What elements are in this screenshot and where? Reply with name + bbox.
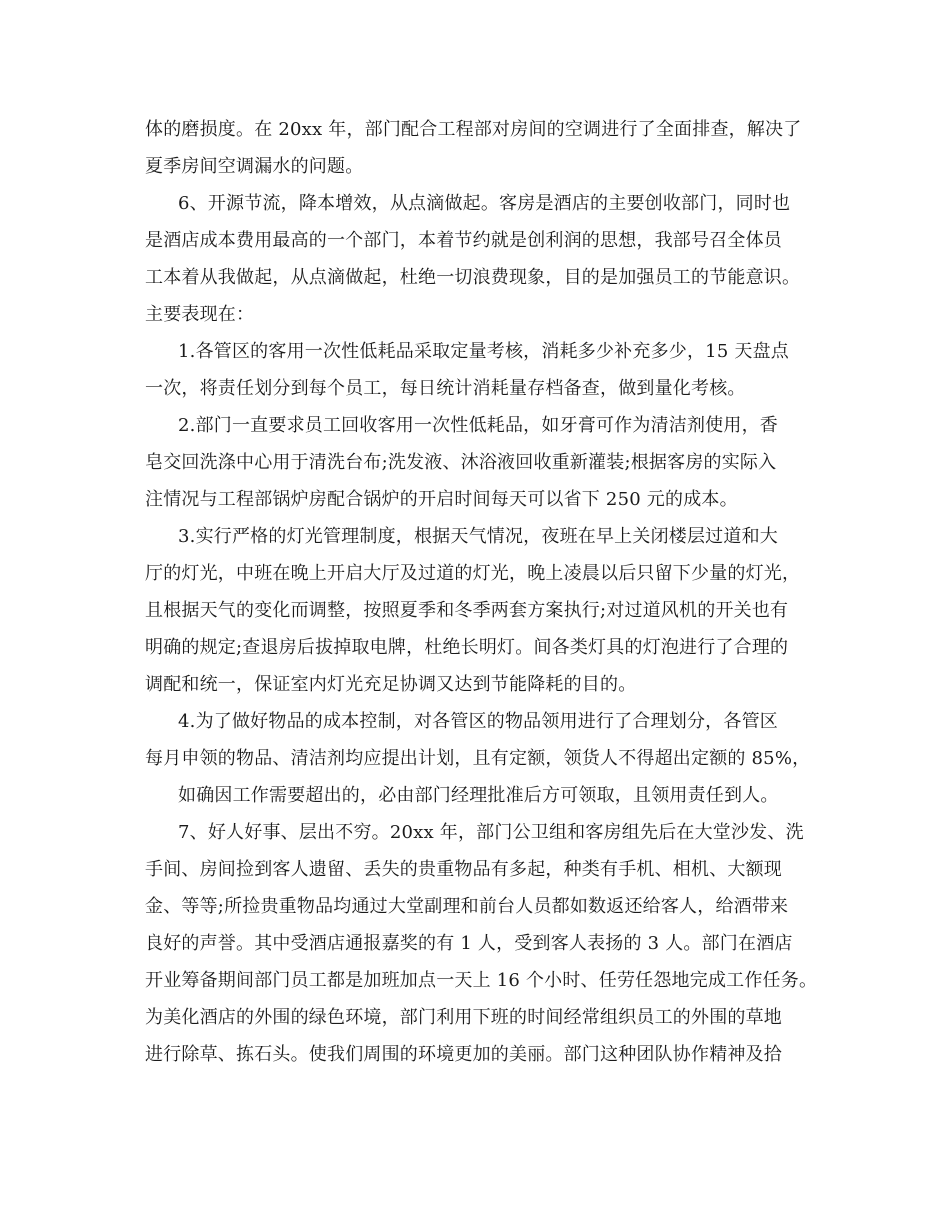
- text-line: 注情况与工程部锅炉房配合锅炉的开启时间每天可以省下 250 元的成本。: [145, 489, 738, 510]
- list-item-1: 1.各管区的客用一次性低耗品采取定量考核，消耗多少补充多少，15 天盘点: [178, 341, 789, 362]
- list-item-4: 4.为了做好物品的成本控制，对各管区的物品领用进行了合理划分，各管区: [178, 711, 778, 732]
- text-line: 皂交回洗涤中心用于清洗台布;洗发液、沐浴液回收重新灌装;根据客房的实际入: [145, 452, 777, 473]
- text-line: 金、等等;所捡贵重物品均通过大堂副理和前台人员都如数返还给客人，给酒带来: [145, 896, 789, 917]
- text-line: 为美化酒店的外围的绿色环境，部门利用下班的时间经常组织员工的外围的草地: [145, 1007, 782, 1028]
- text-line: 且根据天气的变化而调整，按照夏季和冬季两套方案执行;对过道风机的开关也有: [145, 600, 789, 621]
- text-line: 夏季房间空调漏水的问题。: [145, 156, 364, 177]
- list-item-3: 3.实行严格的灯光管理制度，根据天气情况，夜班在早上关闭楼层过道和大: [178, 526, 778, 547]
- text-line: 工本着从我做起，从点滴做起，杜绝一切浪费现象，目的是加强员工的节能意识。: [145, 267, 801, 288]
- list-item-2: 2.部门一直要求员工回收客用一次性低耗品，如牙膏可作为清洁剂使用，香: [178, 415, 778, 436]
- text-line: 是酒店成本费用最高的一个部门，本着节约就是创利润的思想，我部号召全体员: [145, 230, 782, 251]
- text-line: 体的磨损度。在 20xx 年，部门配合工程部对房间的空调进行了全面排查，解决了: [145, 119, 802, 140]
- text-line: 良好的声誉。其中受酒店通报嘉奖的有 1 人，受到客人表扬的 3 人。部门在酒店: [145, 933, 793, 954]
- text-line: 手间、房间捡到客人遗留、丢失的贵重物品有多起，种类有手机、相机、大额现: [145, 859, 782, 880]
- paragraph-item-7: 7、好人好事、层出不穷。20xx 年，部门公卫组和客房组先后在大堂沙发、洗: [178, 822, 804, 843]
- paragraph-item-6: 6、开源节流，降本增效，从点滴做起。客房是酒店的主要创收部门，同时也: [178, 193, 791, 214]
- text-line: 进行除草、拣石头。使我们周围的环境更加的美丽。部门这种团队协作精神及拾: [145, 1044, 782, 1065]
- text-line: 主要表现在：: [145, 304, 255, 325]
- text-line: 调配和统一，保证室内灯光充足协调又达到节能降耗的目的。: [145, 674, 637, 695]
- text-line: 如确因工作需要超出的，必由部门经理批准后方可领取，且领用责任到人。: [178, 785, 779, 806]
- text-line: 开业筹备期间部门员工都是加班加点一天上 16 个小时、任劳任怨地完成工作任务。: [145, 970, 818, 991]
- text-line: 每月申领的物品、清洁剂均应提出计划，且有定额，领货人不得超出定额的 85%，: [145, 748, 811, 769]
- text-line: 明确的规定;查退房后拔掉取电牌，杜绝长明灯。间各类灯具的灯泡进行了合理的: [145, 637, 789, 658]
- text-line: 一次，将责任划分到每个员工，每日统计消耗量存档备查，做到量化考核。: [145, 378, 746, 399]
- text-line: 厅的灯光，中班在晚上开启大厅及过道的灯光，晚上凌晨以后只留下少量的灯光，: [145, 563, 801, 584]
